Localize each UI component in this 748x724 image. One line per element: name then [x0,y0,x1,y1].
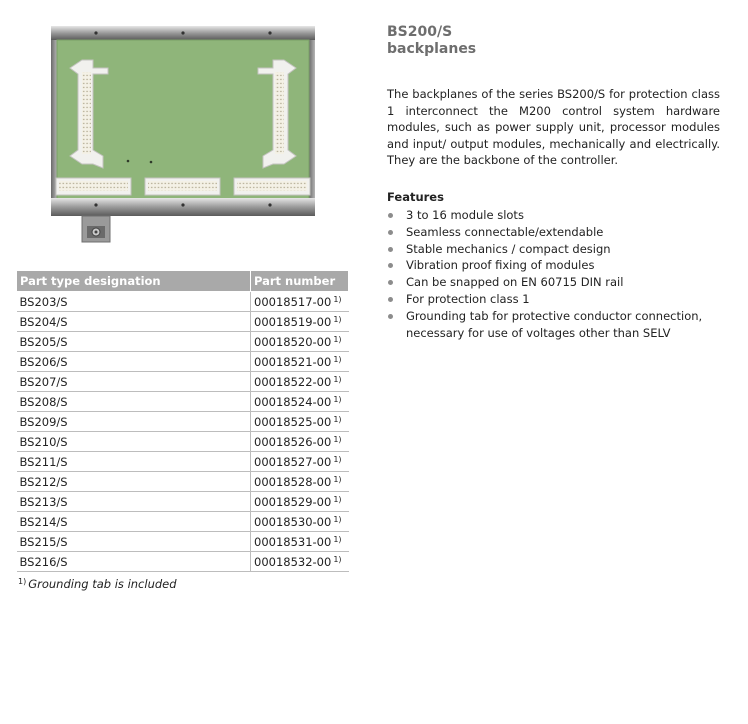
part-number-cell [251,532,349,552]
features-heading: Features [387,190,444,204]
part-number: 00018526-00 [254,434,332,449]
bullet-icon [388,297,393,302]
part-number: 00018527-00 [254,454,332,469]
feature-item [387,241,727,258]
part-number-cell [251,292,349,312]
part-number: 00018528-00 [254,474,332,489]
feature-text: Can be snapped on EN 60715 DIN rail [406,275,624,290]
table-row [17,472,349,492]
feature-text: Seamless connectable/extendable [406,224,604,239]
feature-item [387,207,727,224]
table-row [17,452,349,472]
part-type-cell: BS215/S [17,532,251,552]
footnote-ref: 1) [333,334,342,344]
feature-text: Vibration proof fixing of modules [406,258,595,273]
footnote-ref: 1) [333,534,342,544]
part-number-cell [251,492,349,512]
bullet-icon [388,263,393,268]
part-number-cell [251,372,349,392]
part-type-cell: BS205/S [17,332,251,352]
part-number: 00018524-00 [254,394,332,409]
part-number: 00018531-00 [254,534,332,549]
part-type-cell: BS206/S [17,352,251,372]
part-type-cell: BS203/S [17,292,251,312]
footnote-ref: 1) [333,294,342,304]
table-row [17,372,349,392]
part-number: 00018529-00 [254,494,332,509]
part-number-cell [251,352,349,372]
part-number: 00018520-00 [254,334,332,349]
table-row [17,292,349,312]
product-description: The backplanes of the series BS200/S for protection class 1 interconnect the M200 control system hardware modules, such as power supply unit, processor modules and input/ output modules, mechanically and electrically. They are the backbone of the controller. [387,87,720,167]
table-row [17,532,349,552]
footnote-text: Grounding tab is included [28,577,177,591]
parts-table [16,270,349,572]
part-type-cell: BS212/S [17,472,251,492]
column-header-part-type: Part type designation [17,271,251,292]
footnote-ref: 1) [333,514,342,524]
part-number-cell [251,452,349,472]
footnote-ref: 1) [333,314,342,324]
footnote-ref: 1) [333,434,342,444]
bullet-icon [388,247,393,252]
table-row [17,432,349,452]
part-number-cell [251,412,349,432]
part-type-cell: BS216/S [17,552,251,572]
feature-item [387,224,727,241]
footnote-ref: 1) [333,554,342,564]
feature-text: 3 to 16 module slots [406,208,524,222]
part-type-cell: BS214/S [17,512,251,532]
table-row [17,512,349,532]
feature-text: Grounding tab for protective conductor connection, necessary for use of voltages other than SELV [406,308,703,340]
part-number-cell [251,512,349,532]
part-number: 00018522-00 [254,374,332,389]
part-number-cell [251,392,349,412]
part-number: 00018530-00 [254,514,332,529]
bullet-icon [388,213,393,218]
table-row [17,492,349,512]
part-number-cell [251,332,349,352]
table-row [17,352,349,372]
feature-text: For protection class 1 [406,291,530,306]
footnote-ref: 1) [333,374,342,384]
table-row [17,392,349,412]
part-number: 00018519-00 [254,314,332,329]
footnote [18,577,177,591]
table-row [17,412,349,432]
footnote-ref: 1) [333,454,342,464]
part-number-cell [251,312,349,332]
feature-item [387,308,727,342]
bullet-icon [388,314,393,319]
page-title [387,24,476,58]
title-line-2: backplanes [387,41,477,57]
footnote-ref: 1) [333,414,342,424]
feature-item [387,291,727,308]
footnote-marker: 1) [18,577,27,586]
part-type-cell: BS204/S [17,312,251,332]
part-type-cell: BS213/S [17,492,251,512]
column-header-part-number: Part number [251,271,349,292]
feature-item [387,257,727,274]
table-row [17,312,349,332]
bullet-icon [388,230,393,235]
part-number: 00018532-00 [254,554,332,569]
title-line-1: BS200/S [387,24,453,40]
part-type-cell: BS209/S [17,412,251,432]
part-number-cell [251,552,349,572]
feature-item [387,274,727,291]
part-type-cell: BS207/S [17,372,251,392]
features-list [387,207,727,341]
parts-table-body [17,292,349,572]
part-type-cell: BS211/S [17,452,251,472]
table-row [17,332,349,352]
part-type-cell: BS208/S [17,392,251,412]
table-row [17,552,349,572]
table-header-row [17,271,349,292]
part-number: 00018521-00 [254,354,332,369]
footnote-ref: 1) [333,494,342,504]
bullet-icon [388,280,393,285]
part-number-cell [251,432,349,452]
feature-text: Stable mechanics / compact design [406,241,611,256]
footnote-ref: 1) [333,394,342,404]
part-number: 00018525-00 [254,414,332,429]
part-type-cell: BS210/S [17,432,251,452]
backplane-image [48,22,318,247]
footnote-ref: 1) [333,354,342,364]
part-number-cell [251,472,349,492]
footnote-ref: 1) [333,474,342,484]
part-number: 00018517-00 [254,294,332,309]
